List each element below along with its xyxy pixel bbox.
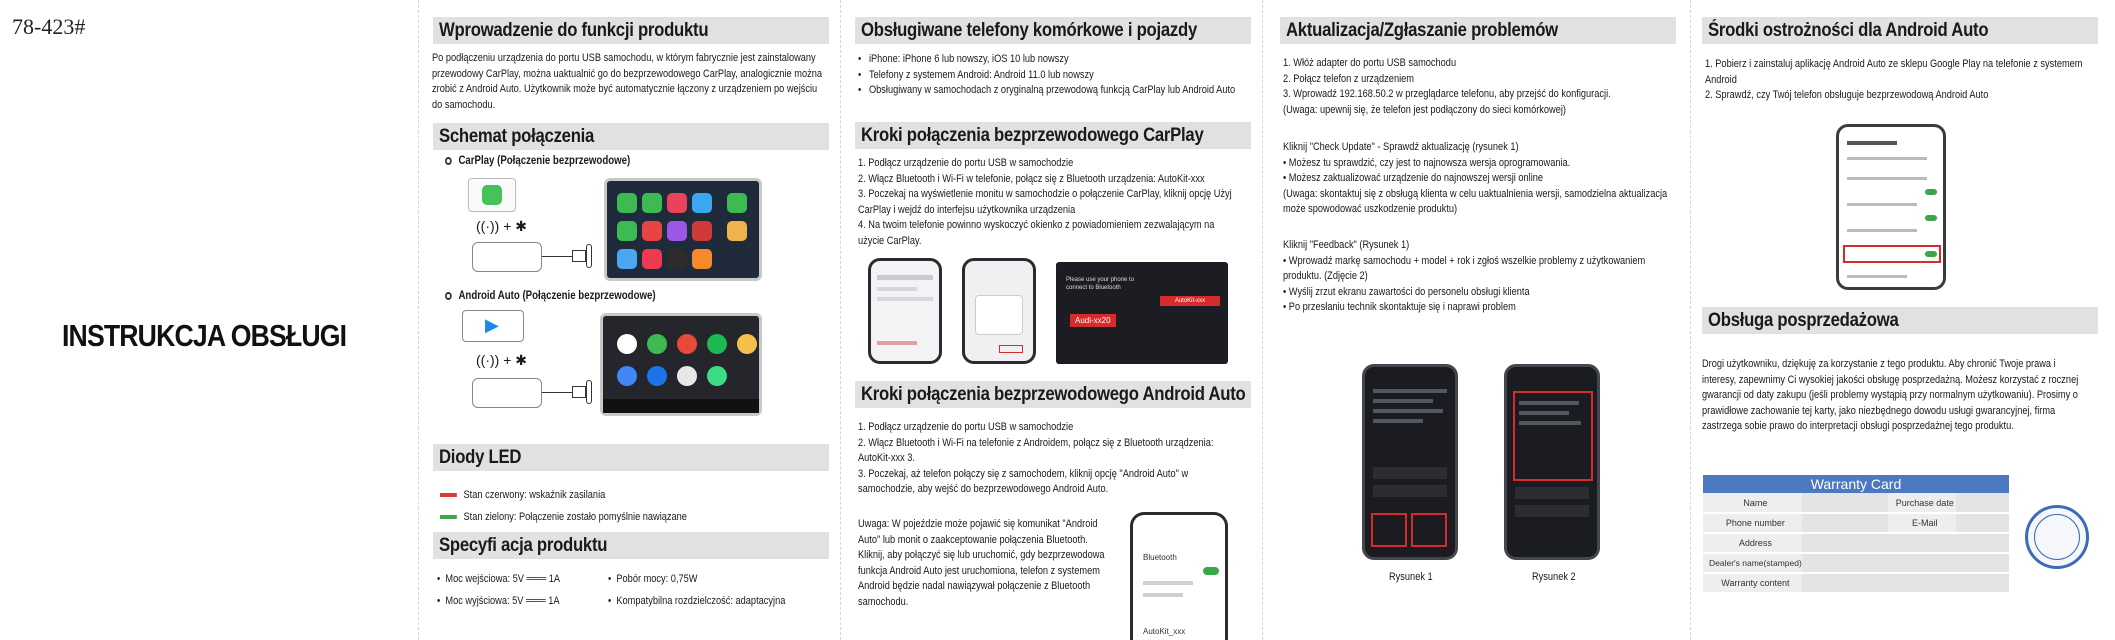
supported-item: • Telefony z systemem Android: Android 11.0 lub nowszy — [858, 68, 1094, 81]
warranty-dealer-label: Dealer's name(stamped) — [1703, 553, 1802, 573]
phone-bluetooth-header: Bluetooth — [1143, 553, 1177, 562]
warranty-purchase-date-label: Purchase date — [1888, 493, 1956, 513]
figure1-caption: Rysunek 1 — [1389, 571, 1433, 583]
safety-line: 2. Sprawdź, czy Twój telefon obsługuje bezprzewodową Android Auto — [1705, 89, 1989, 101]
specs-title: Specyfi acja produktu — [433, 532, 829, 559]
red-led-swatch — [440, 493, 457, 497]
usb-cable — [542, 392, 572, 393]
step-line: 4. Na twoim telefonie powinno wyskoczyć okienko z powiadomieniem zezwalającym na — [858, 219, 1215, 231]
safety-line: 1. Pobierz i zainstaluj aplikację Android Auto ze sklepu Google Play na telefonie z systemem — [1705, 58, 2083, 70]
led-list — [440, 488, 734, 525]
supported-list — [858, 52, 1307, 99]
warranty-name-label: Name — [1703, 493, 1802, 513]
step-line: 2. Włącz Bluetooth i Wi-Fi na telefonie z Androidem, połącz się z Bluetooth urządzenia: — [858, 436, 1214, 449]
update-steps — [1283, 56, 1673, 118]
aftersales-line: interesy, zapewnimy Ci wysokiej jakości obsługę posprzedażną. Możesz korzystać z rocznej — [1702, 373, 2079, 386]
aftersales-text — [1702, 357, 2115, 435]
spec-item: • Kompatybilna rozdzielczość: adaptacyjna — [608, 594, 786, 607]
wifi-icon: ((·)) — [476, 352, 500, 368]
android-auto-logo-icon: ▶ — [485, 315, 499, 335]
spec-item: • Moc wejściowa: 5V ═══ 1A — [437, 573, 561, 585]
phone-device-name: AutoKit_xxx — [1143, 627, 1186, 636]
car-screen-android — [600, 313, 762, 416]
manual-title: INSTRUKCJA OBSŁUGI — [62, 318, 347, 353]
safety-title: Środki ostrożności dla Android Auto — [1702, 17, 2098, 44]
warranty-content-field[interactable] — [1802, 573, 2009, 593]
warranty-phone-label: Phone number — [1703, 513, 1802, 533]
usb-port — [586, 380, 592, 404]
leds-title: Diody LED — [433, 444, 829, 471]
usb-dongle — [472, 378, 542, 408]
green-led-swatch — [440, 515, 457, 519]
aftersales-line: prawidłowe zachowanie tej karty, jako niezbędnego dowodu usługi gwarancyjnej, firma — [1702, 404, 2056, 417]
note-line: Auto" lub monit o zaakceptowanie połączenia Bluetooth. — [858, 533, 1088, 546]
intro-line: do samochodu. — [432, 98, 496, 111]
step-line: CarPlay i wejdź do interfejsu użytkownika urządzenia — [858, 203, 1076, 216]
column-divider — [1690, 0, 1691, 640]
usb-port — [586, 244, 592, 268]
carplay-logo-icon — [482, 185, 502, 205]
update-step: 2. Połącz telefon z urządzeniem — [1283, 72, 1414, 85]
phone-screenshot-bluetooth — [868, 258, 942, 364]
column-divider — [418, 0, 419, 640]
note-line: Android będzie nadal nawiązywał połączenie z Bluetooth — [858, 580, 1091, 592]
spec-item: • Pobór mocy: 0,75W — [608, 573, 698, 585]
feedback-line: Kliknij "Feedback" (Rysunek 1) — [1283, 239, 1410, 251]
feedback-line: • Po przesłaniu technik skontaktuje się i naprawi problem — [1283, 301, 1516, 313]
warranty-dealer-field[interactable] — [1802, 553, 2009, 573]
update-step: 1. Włóż adapter do portu USB samochodu — [1283, 57, 1457, 69]
intro-line: przewodowy CarPlay, można uaktualnić go do bezprzewodowego CarPlay, analogicznie można — [432, 67, 823, 80]
specs-list-right — [608, 572, 819, 609]
check-update-section — [1283, 140, 1740, 218]
usb-connector — [572, 250, 586, 262]
figure1-phone — [1362, 364, 1458, 560]
step-line: 1. Podłącz urządzenie do portu USB w samochodzie — [858, 157, 1074, 169]
usb-cable — [542, 256, 572, 257]
warranty-purchase-date-field[interactable] — [1956, 493, 2009, 513]
intro-title: Wprowadzenie do funkcji produktu — [433, 17, 829, 44]
led-item: Stan zielony: Połączenie zostało pomyślnie nawiązane — [440, 510, 687, 526]
warranty-email-label: E-Mail — [1888, 513, 1956, 533]
supported-item: • iPhone: iPhone 6 lub nowszy, iOS 10 lub nowszy — [858, 53, 1069, 65]
aftersales-line: gwarancji od daty zakupu (jeśli problemy wystąpią przy normalnym użytkowaniu). Prosimy o — [1702, 389, 2078, 401]
step-line: samochodzie, aby wejść do bezprzewodowego Android Auto. — [858, 483, 1109, 495]
warranty-card — [1703, 475, 2009, 594]
car-screen-device-name: AutoKit-xxx — [1160, 296, 1220, 306]
step-line: 3. Poczekaj na wyświetlenie monitu w samochodzie o połączenie CarPlay, kliknij opcję Użyj — [858, 188, 1232, 200]
supported-title: Obsługiwane telefony komórkowe i pojazdy — [855, 17, 1251, 44]
figure2-caption: Rysunek 2 — [1532, 571, 1576, 583]
check-update-line: • Możesz tu sprawdzić, czy jest to najnowsza wersja oprogramowania. — [1283, 156, 1571, 169]
wifi-bluetooth-icons — [476, 352, 527, 369]
step-line: 2. Włącz Bluetooth i Wi-Fi w telefonie, połącz się z Bluetooth urządzenia: AutoKit-xxx — [858, 172, 1205, 185]
warranty-name-field[interactable] — [1802, 493, 1888, 513]
intro-line: Po podłączeniu urządzenia do portu USB samochodu, w którym fabrycznie jest zainstalowany — [432, 52, 816, 64]
update-step: 3. Wprowadź 192.168.50.2 w przeglądarce telefonu, aby przejść do konfiguracji. — [1283, 88, 1611, 100]
feedback-line: • Wprowadź markę samochodu + model + rok i zgłoś wszelkie problemy z użytkowaniem — [1283, 254, 1646, 267]
intro-text — [432, 51, 896, 113]
android-settings-phone — [1836, 124, 1946, 290]
check-update-line: może spowodować uszkodzenie produktu) — [1283, 203, 1458, 215]
spec-item: • Moc wyjściowa: 5V ═══ 1A — [437, 594, 560, 607]
aftersales-line: zastrzega sobie prawo do interpretacji obsługi posprzedażnej tego produktu. — [1702, 420, 2014, 432]
android-scheme-label: Android Auto (Połączenie bezprzewodowe) — [445, 290, 656, 302]
note-line: Kliknij, aby połączyć się lub uruchomić, gdy bezprzewodowa — [858, 549, 1105, 561]
bullet-circle-icon — [445, 157, 452, 165]
warranty-card-title: Warranty Card — [1703, 475, 2009, 493]
plus-icon: + — [503, 218, 512, 234]
figure2-phone — [1504, 364, 1600, 560]
carplay-adapter-box — [468, 178, 516, 212]
warranty-address-field[interactable] — [1802, 533, 2009, 553]
bluetooth-icon: ✱ — [515, 218, 528, 234]
safety-list — [1705, 57, 2115, 104]
phone-screenshot-carplay-popup — [962, 258, 1036, 364]
note-line: funkcja Android Auto jest uruchomiona, telefon z systemem — [858, 564, 1100, 577]
wifi-bluetooth-icons — [476, 218, 527, 235]
led-item: Stan czerwony: wskaźnik zasilania — [440, 488, 687, 504]
feedback-line: • Wyślij zrzut ekranu zawartości do personelu obsługi klienta — [1283, 285, 1530, 298]
product-code: 78-423# — [12, 14, 86, 39]
car-screen-prompt-text: Please use your phone to connect to Bluetooth — [1066, 277, 1135, 291]
bullet-circle-icon — [445, 292, 452, 300]
carplay-scheme-label: CarPlay (Połączenie bezprzewodowe) — [445, 155, 630, 167]
specs-list-left — [437, 572, 583, 609]
safety-line: Android — [1705, 73, 1737, 86]
warranty-content-label: Warranty content — [1703, 573, 1802, 593]
quality-seal-icon — [2025, 505, 2089, 569]
usb-connector — [572, 386, 586, 398]
aftersales-line: Drogi użytkowniku, dziękuję za korzystanie z tego produktu. Aby chronić Twoje prawa i — [1702, 358, 2056, 370]
car-screen-badge: Audi-xx20 — [1070, 314, 1116, 327]
check-update-line: Kliknij "Check Update" - Sprawdź aktualizację (rysunek 1) — [1283, 141, 1519, 153]
car-screen-connect-prompt — [1056, 262, 1228, 364]
warranty-phone-field[interactable] — [1802, 513, 1888, 533]
wifi-icon: ((·)) — [476, 218, 500, 234]
carplay-steps-list — [858, 156, 1303, 249]
note-line: Uwaga: W pojeździe może pojawić się komunikat "Android — [858, 518, 1098, 530]
scheme-title: Schemat połączenia — [433, 123, 829, 150]
android-note — [858, 517, 1151, 610]
plus-icon: + — [503, 352, 512, 368]
android-steps-title: Kroki połączenia bezprzewodowego Android Auto — [855, 381, 1251, 408]
supported-item: • Obsługiwany w samochodach z oryginalną przewodową funkcją CarPlay lub Android Auto — [858, 84, 1236, 96]
car-screen-carplay — [604, 178, 762, 281]
feedback-line: produktu. (Zdjęcie 2) — [1283, 270, 1368, 282]
note-line: samochodu. — [858, 595, 909, 608]
feedback-section — [1283, 238, 1714, 316]
step-line: 1. Podłącz urządzenie do portu USB w samochodzie — [858, 421, 1074, 433]
step-line: 3. Poczekaj, aż telefon połączy się z samochodem, kliknij opcję "Android Auto" w — [858, 467, 1189, 480]
bluetooth-icon: ✱ — [515, 352, 528, 368]
check-update-line: • Możesz zaktualizować urządzenie do najnowszej wersji online — [1283, 172, 1544, 184]
carplay-steps-title: Kroki połączenia bezprzewodowego CarPlay — [855, 122, 1251, 149]
intro-line: zrobić z Android Auto. Użytkownik może być automatycznie łączony z urządzeniem po wejściu — [432, 83, 818, 95]
warranty-address-label: Address — [1703, 533, 1802, 553]
step-line: użycie CarPlay. — [858, 234, 922, 247]
warranty-email-field[interactable] — [1956, 513, 2009, 533]
usb-dongle — [472, 242, 542, 272]
android-steps-list — [858, 420, 1281, 498]
check-update-line: (Uwaga: skontaktuj się z obsługą klienta w celu uaktualnienia wersji, samodzielna aktualizacja — [1283, 187, 1668, 200]
phone-screenshot-android-bluetooth — [1130, 512, 1228, 640]
aftersales-title: Obsługa posprzedażowa — [1702, 307, 2098, 334]
update-step: (Uwaga: upewnij się, że telefon jest podłączony do sieci komórkowej) — [1283, 103, 1566, 116]
step-line: AutoKit-xxx 3. — [858, 452, 916, 464]
android-adapter-box — [462, 310, 524, 342]
update-title: Aktualizacja/Zgłaszanie problemów — [1280, 17, 1676, 44]
